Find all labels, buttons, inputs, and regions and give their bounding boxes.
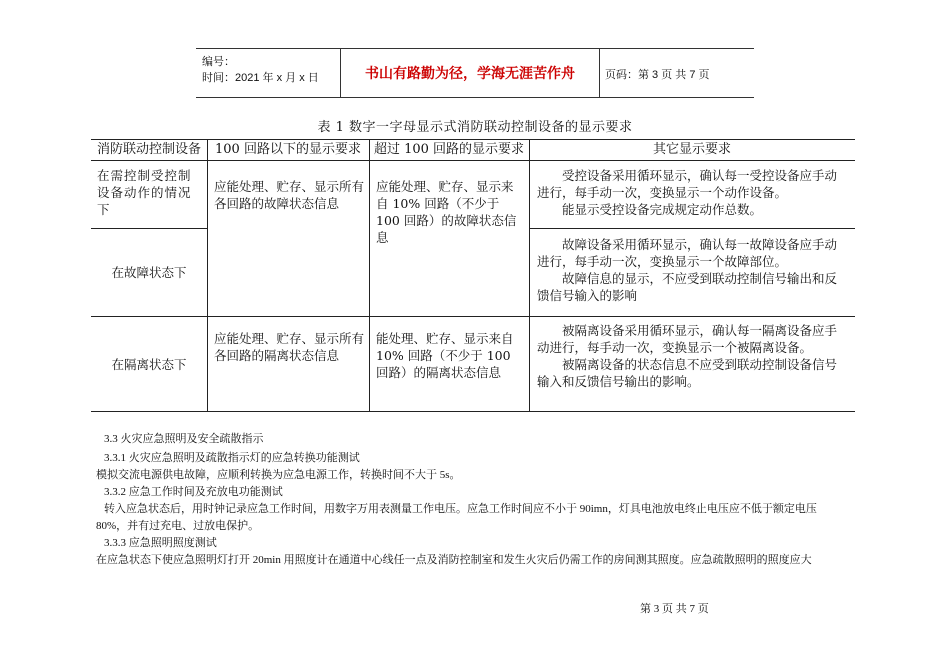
- page-code: 页码：第 3 页 共 7 页: [605, 69, 710, 81]
- row1-label-border: [91, 228, 207, 229]
- row3-below100-cell: 应能处理、贮存、显示所有各回路的隔离状态信息: [214, 331, 365, 363]
- row1-other-p2: 能显示受控设备完成规定动作总数。: [562, 202, 763, 217]
- number-label: 编号：: [202, 56, 235, 68]
- body-paragraph: 在应急状态下使应急照明灯打开 20min 用照度计在通道中心线任一点及消防控制室和发生火灾后仍需工作的房间测其照度。应急疏散照明的照度应大: [96, 554, 812, 566]
- section-heading-3-3: 3.3 火灾应急照明及安全疏散指示: [104, 433, 264, 445]
- row2-other-p1: 故障设备采用循环显示，确认每一故障设备应手动进行，每手动一次，变换显示一个故障部位。: [537, 237, 838, 269]
- merged-below100-cell: 应能处理、贮存、显示所有各回路的故障状态信息: [214, 179, 365, 211]
- row2-label: 在故障状态下: [111, 265, 187, 280]
- document-header: [196, 48, 754, 98]
- section-heading-3-3-1: 3.3.1 火灾应急照明及疏散指示灯的应急转换功能测试: [104, 452, 360, 464]
- motto-text: 书山有路勤为径，学海无涯苦作舟: [365, 66, 575, 82]
- row3-over100-cell: 能处理、贮存、显示来自 10% 回路（不少于 100 回路）的隔离状态信息: [376, 331, 514, 380]
- row2-other-p2: 故障信息的显示，不应受到联动控制信号输出和反馈信号输入的影响: [537, 271, 838, 303]
- body-paragraph: 80%，并有过充电、过放电保护。: [96, 520, 260, 532]
- row1-other-cell: [537, 167, 849, 218]
- table-header-border: [91, 160, 855, 161]
- row3-other-cell: [537, 322, 849, 390]
- header-page-cell: [599, 49, 754, 97]
- table-bottom-border: [91, 411, 855, 412]
- header-meta: [196, 49, 340, 97]
- header-over100: 超过 100 回路的显示要求: [373, 142, 525, 157]
- row3-other-p2: 被隔离设备的状态信息不应受到联动控制设备信号输入和反馈信号输出的影响。: [537, 357, 838, 389]
- merged-over100-cell: 应能处理、贮存、显示来自 10% 回路（不少于 100 回路）的故障状态信息: [376, 179, 517, 245]
- col-divider-2: [369, 139, 370, 411]
- header-device: 消防联动控制设备: [96, 142, 201, 157]
- row1-label: 在需控制受控制设备动作的情况下: [97, 168, 192, 217]
- body-paragraph: 转入应急状态后，用时钟记录应急工作时间，用数字万用表测量工作电压。应急工作时间应不小于 90imn，灯具电池放电终止电压应不低于额定电压: [104, 503, 817, 515]
- col-divider-1: [207, 139, 208, 411]
- col-divider-3: [529, 139, 530, 411]
- row3-label: 在隔离状态下: [111, 357, 187, 372]
- section-heading-3-3-3: 3.3.3 应急照明照度测试: [104, 537, 217, 549]
- row3-other-p1: 被隔离设备采用循环显示，确认每一隔离设备应手动进行，每手动一次，变换显示一个被隔离设备。: [537, 323, 838, 355]
- page-footer: 第 3 页 共 7 页: [640, 603, 709, 615]
- table-caption: 表 1 数字一字母显示式消防联动控制设备的显示要求: [317, 120, 633, 135]
- row1-other-p1: 受控设备采用循环显示，确认每一受控设备应手动进行，每手动一次，变换显示一个动作设备。: [537, 168, 838, 200]
- body-paragraph: 模拟交流电源供电故障，应顺利转换为应急电源工作，转换时间不大于 5s。: [96, 469, 461, 481]
- row2-border: [91, 316, 855, 317]
- header-other: 其它显示要求: [652, 142, 731, 157]
- time-label: 时间：2021 年 x 月 x 日: [202, 72, 319, 84]
- row2-other-cell: [537, 236, 849, 304]
- row1-other-border: [529, 228, 855, 229]
- section-heading-3-3-2: 3.3.2 应急工作时间及充放电功能测试: [104, 486, 283, 498]
- header-below100: 100 回路以下的显示要求: [215, 142, 361, 157]
- header-motto-cell: [340, 49, 600, 97]
